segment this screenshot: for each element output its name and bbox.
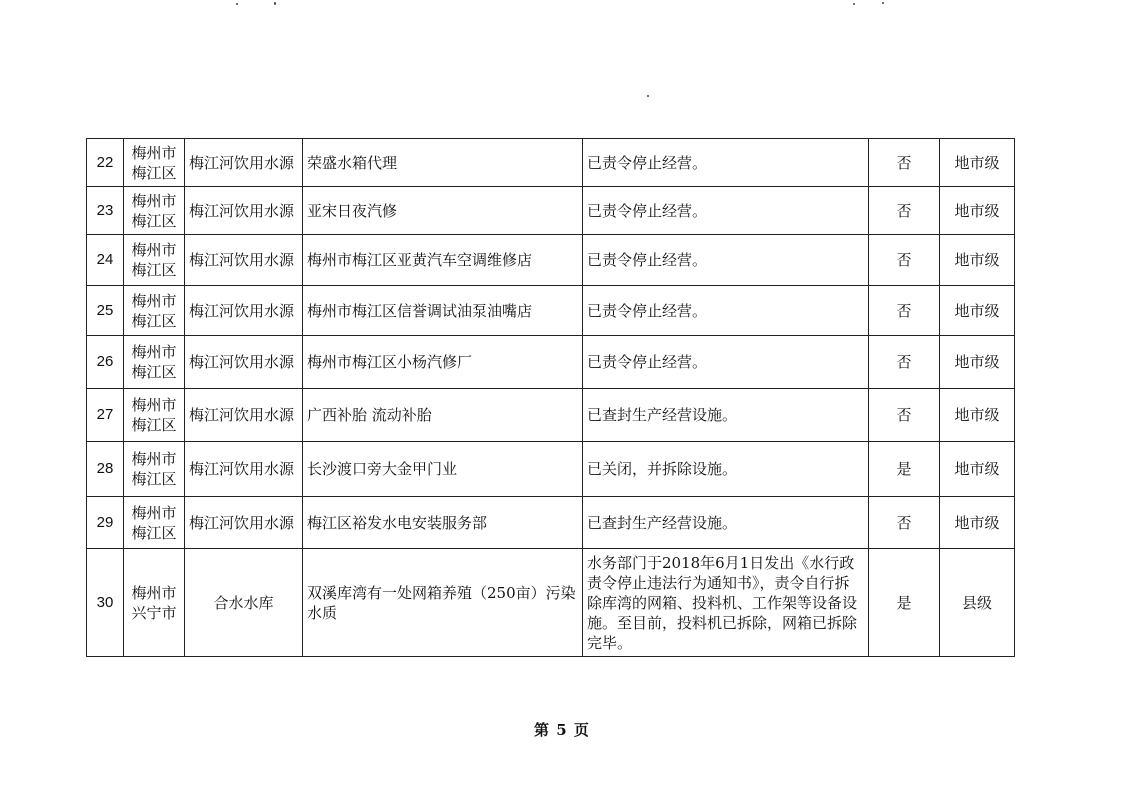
scan-speck [853,3,855,5]
city-district: 梅州市梅江区 [124,235,185,286]
source-level: 县级 [940,549,1015,657]
source-level: 地市级 [940,497,1015,549]
table-row [87,286,1015,336]
source-level: 地市级 [940,389,1015,442]
completed-flag: 是 [869,442,940,497]
completed-flag: 否 [869,389,940,442]
city-district: 梅州市梅江区 [124,442,185,497]
source-level: 地市级 [940,442,1015,497]
table-row [87,187,1015,235]
problem-object: 梅州市梅江区亚黄汽车空调维修店 [303,235,583,286]
water-source: 梅江河饮用水源 [185,187,303,235]
row-number: 26 [87,336,124,389]
rectification-table [86,138,1015,657]
problem-object: 梅州市梅江区信誉调试油泵油嘴店 [303,286,583,336]
table-row [87,497,1015,549]
source-level: 地市级 [940,286,1015,336]
completed-flag: 否 [869,497,940,549]
water-source: 梅江河饮用水源 [185,336,303,389]
city-district: 梅州市梅江区 [124,187,185,235]
source-level: 地市级 [940,187,1015,235]
water-source: 合水水库 [185,549,303,657]
completed-flag: 否 [869,336,940,389]
scan-speck [882,2,884,4]
scan-speck [274,2,276,5]
city-district: 梅州市梅江区 [124,139,185,187]
water-source: 梅江河饮用水源 [185,235,303,286]
problem-object: 梅州市梅江区小杨汽修厂 [303,336,583,389]
problem-object: 荣盛水箱代理 [303,139,583,187]
rectification-action: 已责令停止经营。 [583,286,869,336]
table-row [87,389,1015,442]
scan-speck [236,3,238,5]
source-level: 地市级 [940,235,1015,286]
water-source: 梅江河饮用水源 [185,286,303,336]
rectification-action: 已责令停止经营。 [583,139,869,187]
city-district: 梅州市兴宁市 [124,549,185,657]
completed-flag: 否 [869,235,940,286]
rectification-action: 水务部门于2018年6月1日发出《水行政责令停止违法行为通知书》，责令自行拆除库湾的网箱、投料机、工作架等设备设施。至目前，投料机已拆除，网箱已拆除完毕。 [583,549,869,657]
rectification-action: 已责令停止经营。 [583,336,869,389]
table-row [87,336,1015,389]
rectification-action: 已关闭，并拆除设施。 [583,442,869,497]
rectification-action: 已责令停止经营。 [583,187,869,235]
water-source: 梅江河饮用水源 [185,442,303,497]
row-number: 25 [87,286,124,336]
completed-flag: 否 [869,139,940,187]
rectification-action: 已查封生产经营设施。 [583,497,869,549]
problem-object: 广西补胎 流动补胎 [303,389,583,442]
problem-object: 亚宋日夜汽修 [303,187,583,235]
table-row [87,235,1015,286]
row-number: 27 [87,389,124,442]
problem-object: 长沙渡口旁大金甲门业 [303,442,583,497]
row-number: 30 [87,549,124,657]
source-level: 地市级 [940,139,1015,187]
row-number: 29 [87,497,124,549]
rectification-action: 已责令停止经营。 [583,235,869,286]
table-row [87,442,1015,497]
source-level: 地市级 [940,336,1015,389]
row-number: 24 [87,235,124,286]
page-number: 第 5 页 [534,721,590,739]
row-number: 28 [87,442,124,497]
scan-speck [647,95,649,97]
completed-flag: 否 [869,286,940,336]
problem-object: 双溪库湾有一处网箱养殖（250亩）污染水质 [303,549,583,657]
table-row [87,549,1015,657]
city-district: 梅州市梅江区 [124,497,185,549]
water-source: 梅江河饮用水源 [185,389,303,442]
water-source: 梅江河饮用水源 [185,139,303,187]
city-district: 梅州市梅江区 [124,389,185,442]
row-number: 22 [87,139,124,187]
row-number: 23 [87,187,124,235]
water-source: 梅江河饮用水源 [185,497,303,549]
completed-flag: 否 [869,187,940,235]
table-row [87,139,1015,187]
rectification-action: 已查封生产经营设施。 [583,389,869,442]
city-district: 梅州市梅江区 [124,336,185,389]
completed-flag: 是 [869,549,940,657]
problem-object: 梅江区裕发水电安装服务部 [303,497,583,549]
city-district: 梅州市梅江区 [124,286,185,336]
